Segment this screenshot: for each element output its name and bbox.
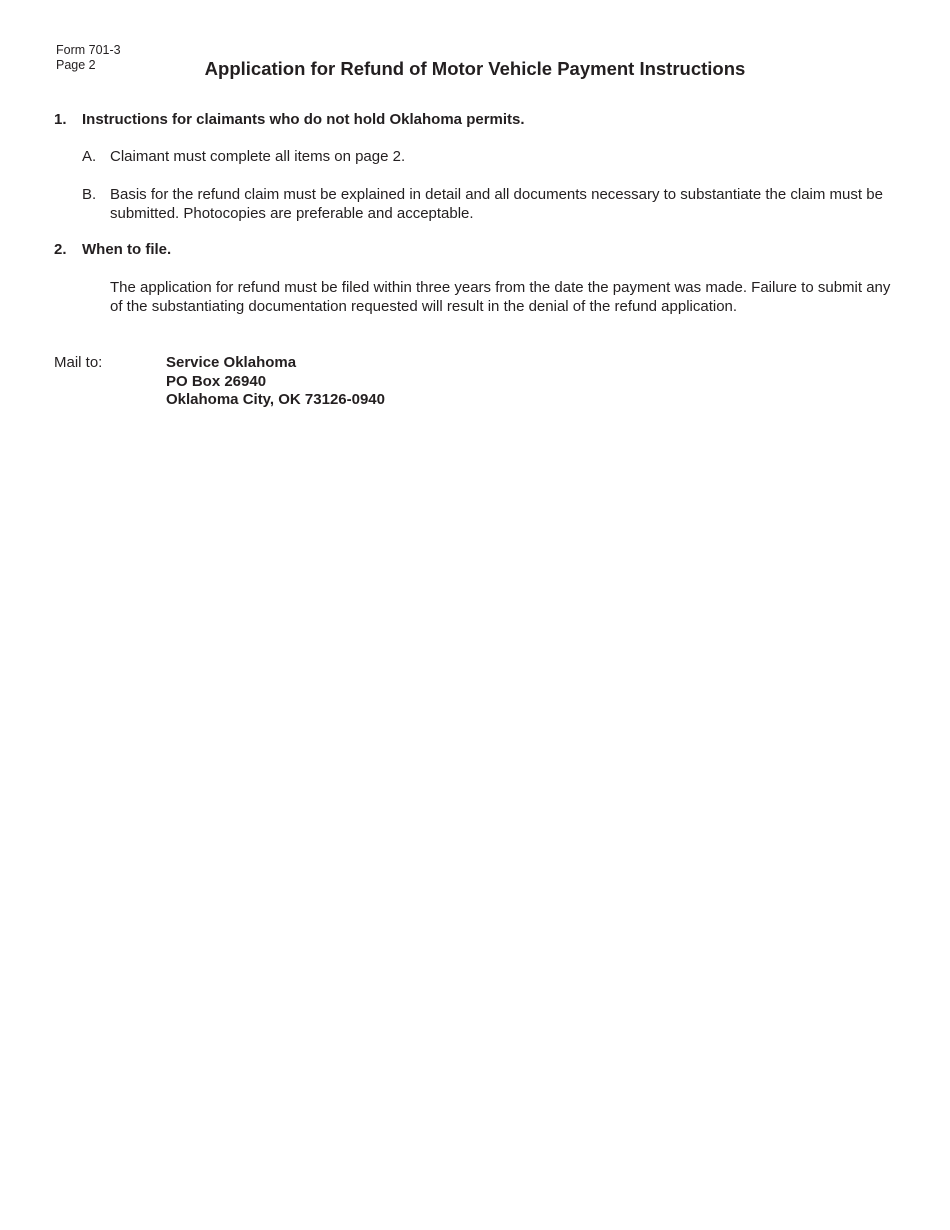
mailing-address bbox=[166, 354, 385, 410]
section-2-paragraph: The application for refund must be filed within three years from the date the payment was made. Failure to submit any of the substantiating documentation requested will result in the denial of the refund application. bbox=[110, 279, 891, 315]
page-number: Page 2 bbox=[56, 58, 96, 72]
item-a-text: Claimant must complete all items on page 2. bbox=[110, 148, 406, 165]
item-b-text: Basis for the refund claim must be explained in detail and all documents necessary to substantiate the claim must be submitted. Photocopies are preferable and acceptable. bbox=[110, 186, 883, 222]
section-1 bbox=[54, 111, 894, 130]
item-b-letter: B. bbox=[82, 186, 97, 203]
section-1-item-a bbox=[82, 148, 892, 167]
section-2-heading-text: When to file. bbox=[82, 241, 172, 258]
section-1-item-b bbox=[82, 186, 892, 223]
address-line-2: PO Box 26940 bbox=[166, 372, 267, 390]
form-number: Form 701-3 bbox=[56, 43, 121, 57]
page-title-text: Application for Refund of Motor Vehicle Payment Instructions bbox=[204, 58, 746, 79]
section-1-heading bbox=[54, 111, 894, 130]
address-line-3: Oklahoma City, OK 73126-0940 bbox=[166, 391, 385, 408]
section-2-heading bbox=[54, 241, 894, 260]
page-title bbox=[0, 58, 950, 80]
section-1-heading-text: Instructions for claimants who do not hold Oklahoma permits. bbox=[82, 111, 525, 128]
section-2 bbox=[54, 241, 894, 260]
mail-to-label: Mail to: bbox=[54, 354, 103, 371]
section-2-number: 2. bbox=[54, 241, 67, 258]
address-line-1: Service Oklahoma bbox=[166, 354, 297, 371]
item-a-letter: A. bbox=[82, 148, 97, 165]
section-1-number: 1. bbox=[54, 111, 67, 128]
